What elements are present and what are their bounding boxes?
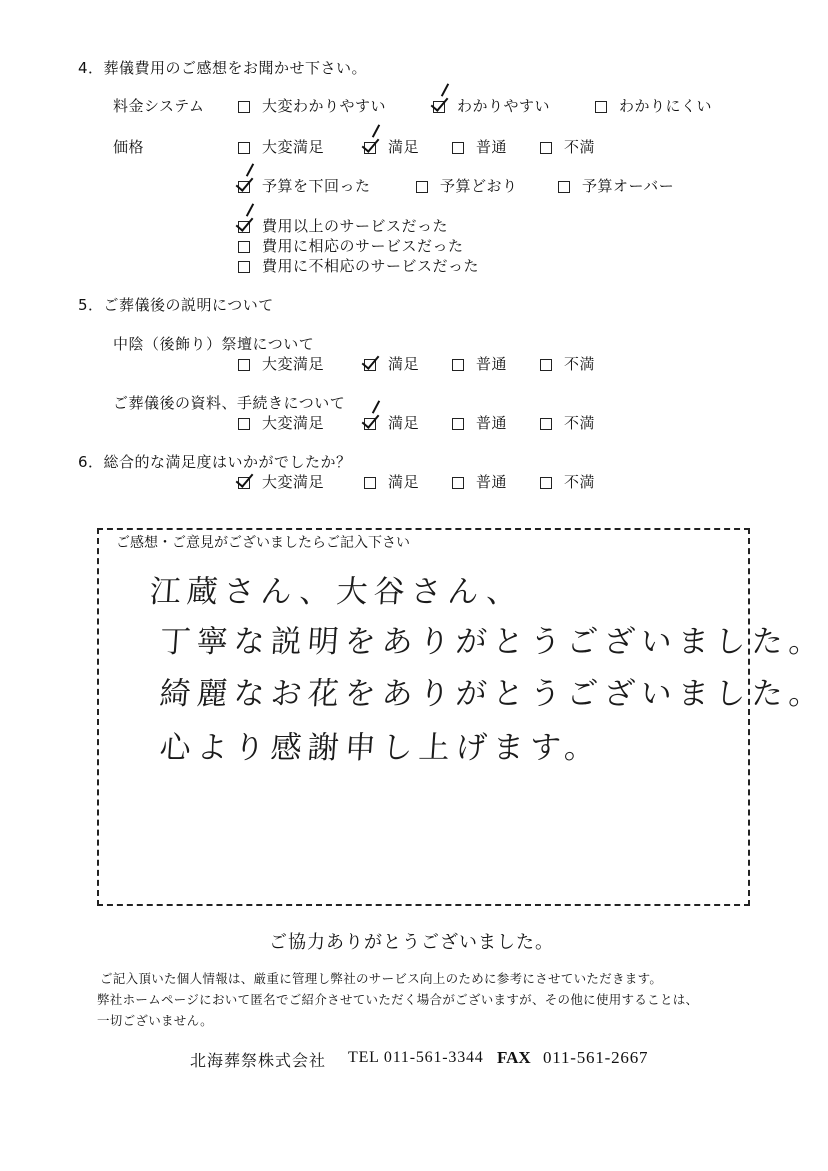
- option-label: 不満: [564, 414, 596, 432]
- option-label: 大変満足: [262, 473, 325, 491]
- footer-fax: 011-561-2667: [543, 1048, 649, 1067]
- handwritten-line-3: 綺麗なお花をありがとうございました。: [158, 676, 828, 712]
- option-label: 不満: [564, 355, 596, 373]
- option-satisfied[interactable]: [364, 413, 419, 433]
- overall-options: [238, 472, 638, 494]
- option-very-satisfied[interactable]: [238, 354, 324, 374]
- option-very-satisfied[interactable]: [238, 472, 324, 492]
- option-label: 大変満足: [262, 355, 325, 373]
- checkbox[interactable]: [540, 418, 552, 430]
- option-label: 満足: [388, 355, 420, 373]
- pricing-system-label: 料金システム: [113, 97, 205, 115]
- documents-options: [238, 413, 638, 435]
- value-option-3: [238, 256, 558, 278]
- handwritten-line-1: 江蔵さん、大谷さん、: [148, 574, 525, 610]
- comments-label: ご感想・ご意見がございましたらご記入下さい: [110, 532, 416, 552]
- documents-label: ご葬儀後の資料、手続きについて: [113, 394, 346, 412]
- price-options: [238, 137, 638, 159]
- handwritten-line-2: 丁寧な説明をありがとうございました。: [158, 624, 828, 660]
- option-normal[interactable]: [452, 354, 507, 374]
- option-satisfied[interactable]: [364, 472, 419, 492]
- option-dissatisfied[interactable]: [540, 413, 595, 433]
- privacy-note-line-1: ご記入頂いた個人情報は、厳重に管理し弊社のサービス向上のために参考にさせていただきます。: [100, 971, 663, 986]
- checkbox[interactable]: [416, 181, 428, 193]
- checkbox[interactable]: [238, 261, 250, 273]
- checkbox-checked[interactable]: [238, 221, 250, 233]
- checkbox[interactable]: [558, 181, 570, 193]
- option-label: 普通: [476, 473, 508, 491]
- checkbox[interactable]: [540, 142, 552, 154]
- option-label: 不満: [564, 138, 596, 156]
- option-clear[interactable]: [433, 96, 550, 116]
- option-on-budget[interactable]: [416, 176, 518, 196]
- checkbox[interactable]: [452, 477, 464, 489]
- option-under-budget[interactable]: [238, 176, 371, 196]
- privacy-note-line-2: 弊社ホームページにおいて匿名でご紹介させていただく場合がございますが、その他に使用することは、: [97, 992, 699, 1007]
- option-dissatisfied[interactable]: [540, 354, 595, 374]
- checkbox[interactable]: [595, 101, 607, 113]
- option-label: 普通: [476, 414, 508, 432]
- option-normal[interactable]: [452, 137, 507, 157]
- option-label: わかりにくい: [619, 97, 713, 115]
- checkbox-checked[interactable]: [364, 359, 376, 371]
- footer-fax-label: FAX: [497, 1048, 531, 1067]
- checkbox[interactable]: [238, 142, 250, 154]
- checkbox[interactable]: [452, 142, 464, 154]
- altar-label: 中陰（後飾り）祭壇について: [113, 335, 315, 353]
- checkbox-checked[interactable]: [238, 477, 250, 489]
- handwritten-line-4: 心より感謝申し上げます。: [158, 730, 603, 766]
- option-label: 大変満足: [262, 414, 325, 432]
- option-satisfied[interactable]: [364, 137, 419, 157]
- checkbox[interactable]: [452, 418, 464, 430]
- privacy-note-line-3: 一切ございません。: [97, 1013, 213, 1028]
- q6-heading: 6．総合的な満足度はいかがでしたか？: [78, 453, 352, 471]
- footer-company: 北海葬祭株式会社: [190, 1051, 327, 1070]
- option-normal[interactable]: [452, 472, 507, 492]
- checkbox-checked[interactable]: [364, 142, 376, 154]
- pricing-system-options: [238, 96, 758, 118]
- checkbox[interactable]: [540, 359, 552, 371]
- option-very-clear[interactable]: [238, 96, 386, 116]
- option-label: 満足: [388, 473, 420, 491]
- q5-heading: 5．ご葬儀後の説明について: [78, 296, 274, 314]
- checkbox-checked[interactable]: [364, 418, 376, 430]
- altar-options: [238, 354, 638, 376]
- budget-options: [238, 176, 718, 198]
- option-dissatisfied[interactable]: [540, 472, 595, 492]
- option-satisfied[interactable]: [364, 354, 419, 374]
- option-dissatisfied[interactable]: [540, 137, 595, 157]
- checkbox[interactable]: [238, 241, 250, 253]
- option-not-worth-cost[interactable]: [238, 256, 479, 276]
- option-very-satisfied[interactable]: [238, 137, 324, 157]
- option-label: 予算を下回った: [262, 177, 371, 195]
- checkbox[interactable]: [238, 101, 250, 113]
- option-label: 費用に不相応のサービスだった: [262, 257, 480, 275]
- checkbox[interactable]: [452, 359, 464, 371]
- option-label: わかりやすい: [457, 97, 551, 115]
- checkbox[interactable]: [540, 477, 552, 489]
- option-above-cost[interactable]: [238, 216, 448, 236]
- option-label: 不満: [564, 473, 596, 491]
- checkbox-checked[interactable]: [238, 181, 250, 193]
- option-label: 予算オーバー: [582, 177, 675, 195]
- option-label: 予算どおり: [440, 177, 518, 195]
- option-label: 普通: [476, 355, 508, 373]
- footer-tel: TEL 011-561-3344: [348, 1049, 484, 1066]
- checkbox[interactable]: [238, 418, 250, 430]
- value-option-1: [238, 216, 558, 238]
- option-label: 大変満足: [262, 138, 325, 156]
- checkbox-checked[interactable]: [433, 101, 445, 113]
- option-normal[interactable]: [452, 413, 507, 433]
- checkbox[interactable]: [364, 477, 376, 489]
- option-very-satisfied[interactable]: [238, 413, 324, 433]
- option-label: 満足: [388, 138, 420, 156]
- option-label: 費用以上のサービスだった: [262, 217, 449, 235]
- option-label: 普通: [476, 138, 508, 156]
- option-unclear[interactable]: [595, 96, 712, 116]
- checkbox[interactable]: [238, 359, 250, 371]
- thanks-message: ご協力ありがとうございました。: [269, 932, 554, 953]
- option-over-budget[interactable]: [558, 176, 674, 196]
- q4-heading: 4．葬儀費用のご感想をお聞かせ下さい。: [78, 59, 368, 77]
- option-worth-cost[interactable]: [238, 236, 464, 256]
- value-option-2: [238, 236, 558, 258]
- option-label: 大変わかりやすい: [262, 97, 387, 115]
- price-label: 価格: [113, 138, 145, 156]
- option-label: 満足: [388, 414, 420, 432]
- option-label: 費用に相応のサービスだった: [262, 237, 464, 255]
